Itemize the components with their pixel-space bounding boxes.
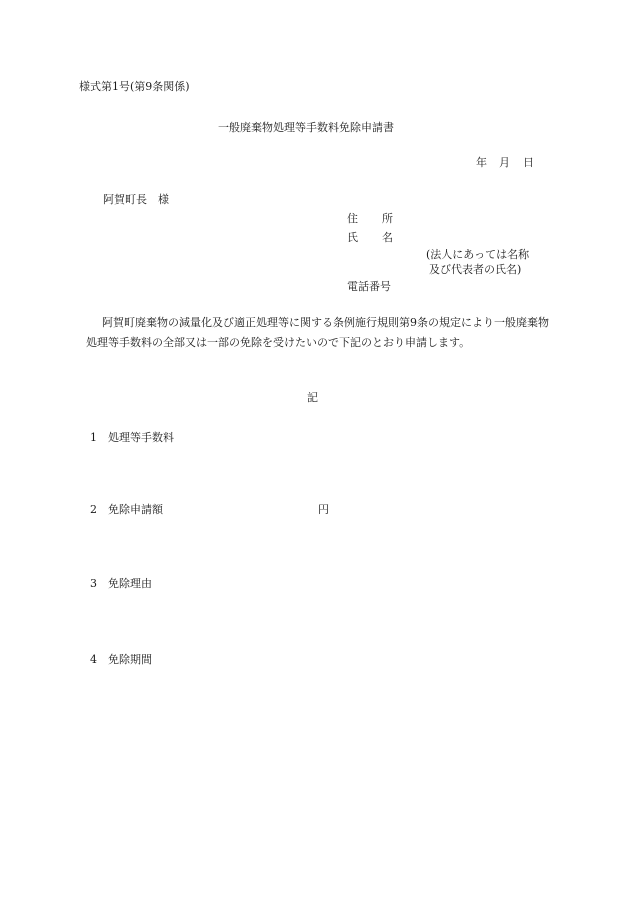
- ki-heading: 記: [307, 391, 318, 404]
- item-2-label: 免除申請額: [108, 503, 163, 516]
- corporation-note-line-1: (法人にあっては名称: [426, 248, 530, 261]
- name-label-char-1: 氏: [347, 231, 358, 244]
- name-label-char-2: 名: [382, 231, 393, 244]
- phone-label: 電話番号: [347, 280, 391, 293]
- item-1-label: 処理等手数料: [108, 431, 174, 444]
- addressee: 阿賀町長 様: [103, 193, 169, 206]
- date-month-label: 月: [499, 156, 510, 169]
- document-title: 一般廃棄物処理等手数料免除申請書: [218, 121, 394, 134]
- body-paragraph: [86, 313, 556, 353]
- date-day-label: 日: [523, 156, 534, 169]
- item-2-unit: 円: [318, 503, 329, 516]
- body-text: 阿賀町廃棄物の減量化及び適正処理等に関する条例施行規則第9条の規定により一般廃棄物処理等手数料の全部又は一部の免除を受けたいので下記のとおり申請します。: [86, 316, 549, 349]
- item-4-number: 4: [90, 653, 97, 666]
- item-3-number: 3: [90, 577, 97, 590]
- item-3-label: 免除理由: [108, 577, 152, 590]
- address-label-char-2: 所: [382, 212, 393, 225]
- item-1-number: 1: [90, 431, 97, 444]
- corporation-note-line-2: 及び代表者の氏名): [429, 263, 522, 276]
- form-number: 様式第1号(第9条関係): [79, 80, 190, 93]
- date-year-label: 年: [476, 156, 487, 169]
- address-label-char-1: 住: [347, 212, 358, 225]
- item-2-number: 2: [90, 503, 97, 516]
- item-4-label: 免除期間: [108, 653, 152, 666]
